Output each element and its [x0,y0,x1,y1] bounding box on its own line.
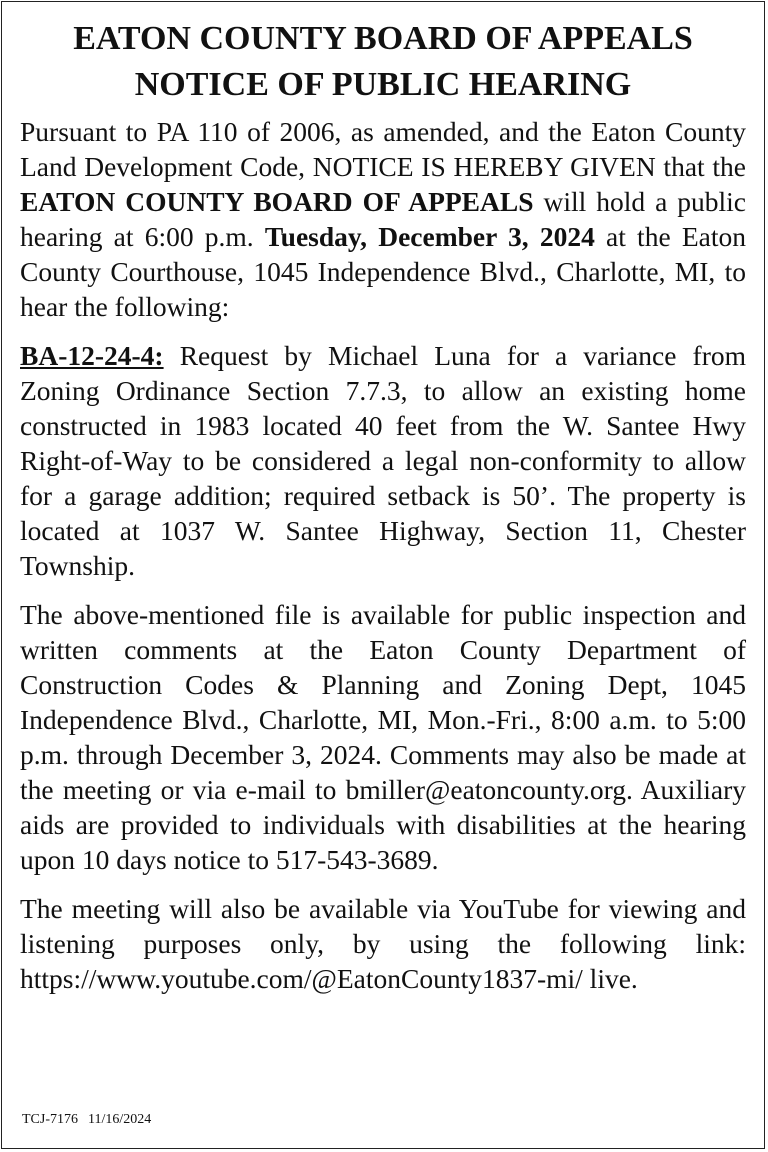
hearing-date-bold: Tuesday, December 3, 2024 [264,221,595,252]
intro-text-1: Pursuant to PA 110 of 2006, as amended, and the Eaton County Land Development Code, NOTICE IS HEREBY GIVEN that the [20,116,746,182]
youtube-paragraph [20,891,746,996]
youtube-text: The meeting will also be available via YouTube for viewing and listening purposes only, by using the following link: https://www.youtube.com/@EatonCounty1837-mi/ live. [20,893,746,994]
heading-line-board: EATON COUNTY BOARD OF APPEALS [73,20,693,57]
notice-heading [2,16,764,108]
notice-footer [22,1112,161,1128]
case-number: BA-12-24-4: [20,340,164,371]
publication-date: 11/16/2024 [88,1112,152,1127]
intro-text-2: will hold a public hearing at 6:00 p.m. [20,186,746,252]
intro-text-3: at the Eaton County Courthouse, 1045 Independence Blvd., Charlotte, MI, to hear the following: [20,221,746,322]
notice-body [20,114,746,1010]
heading-line-notice: NOTICE OF PUBLIC HEARING [134,66,632,103]
publication-code: TCJ-7176 [22,1112,78,1127]
inspection-paragraph [20,597,746,877]
intro-paragraph [20,114,746,324]
case-paragraph [20,338,746,583]
case-description: Request by Michael Luna for a variance from Zoning Ordinance Section 7.7.3, to allow an existing home constructed in 1983 located 40 feet from the W. Santee Hwy Right-of-Way to be considered a legal non-conformity to allow for a garage addition; required setback is 50’. The property is located at 1037 W. Santee Highway, Section 11, Chester Township. [20,340,746,581]
board-name-bold: EATON COUNTY BOARD OF APPEALS [20,186,534,217]
public-notice [1,1,765,1149]
inspection-text: The above-mentioned file is available for public inspection and written comments at the Eaton County Department of Construction Codes & Planning and Zoning Dept, 1045 Independence Blvd., Charlotte, MI, Mon.-Fri., 8:00 a.m. to 5:00 p.m. through December 3, 2024. Comments may also be made at the meeting or via e-mail to bmiller@eatoncounty.org. Auxiliary aids are provided to individuals with disabilities at the hearing upon 10 days notice to 517-543-3689. [20,599,746,875]
